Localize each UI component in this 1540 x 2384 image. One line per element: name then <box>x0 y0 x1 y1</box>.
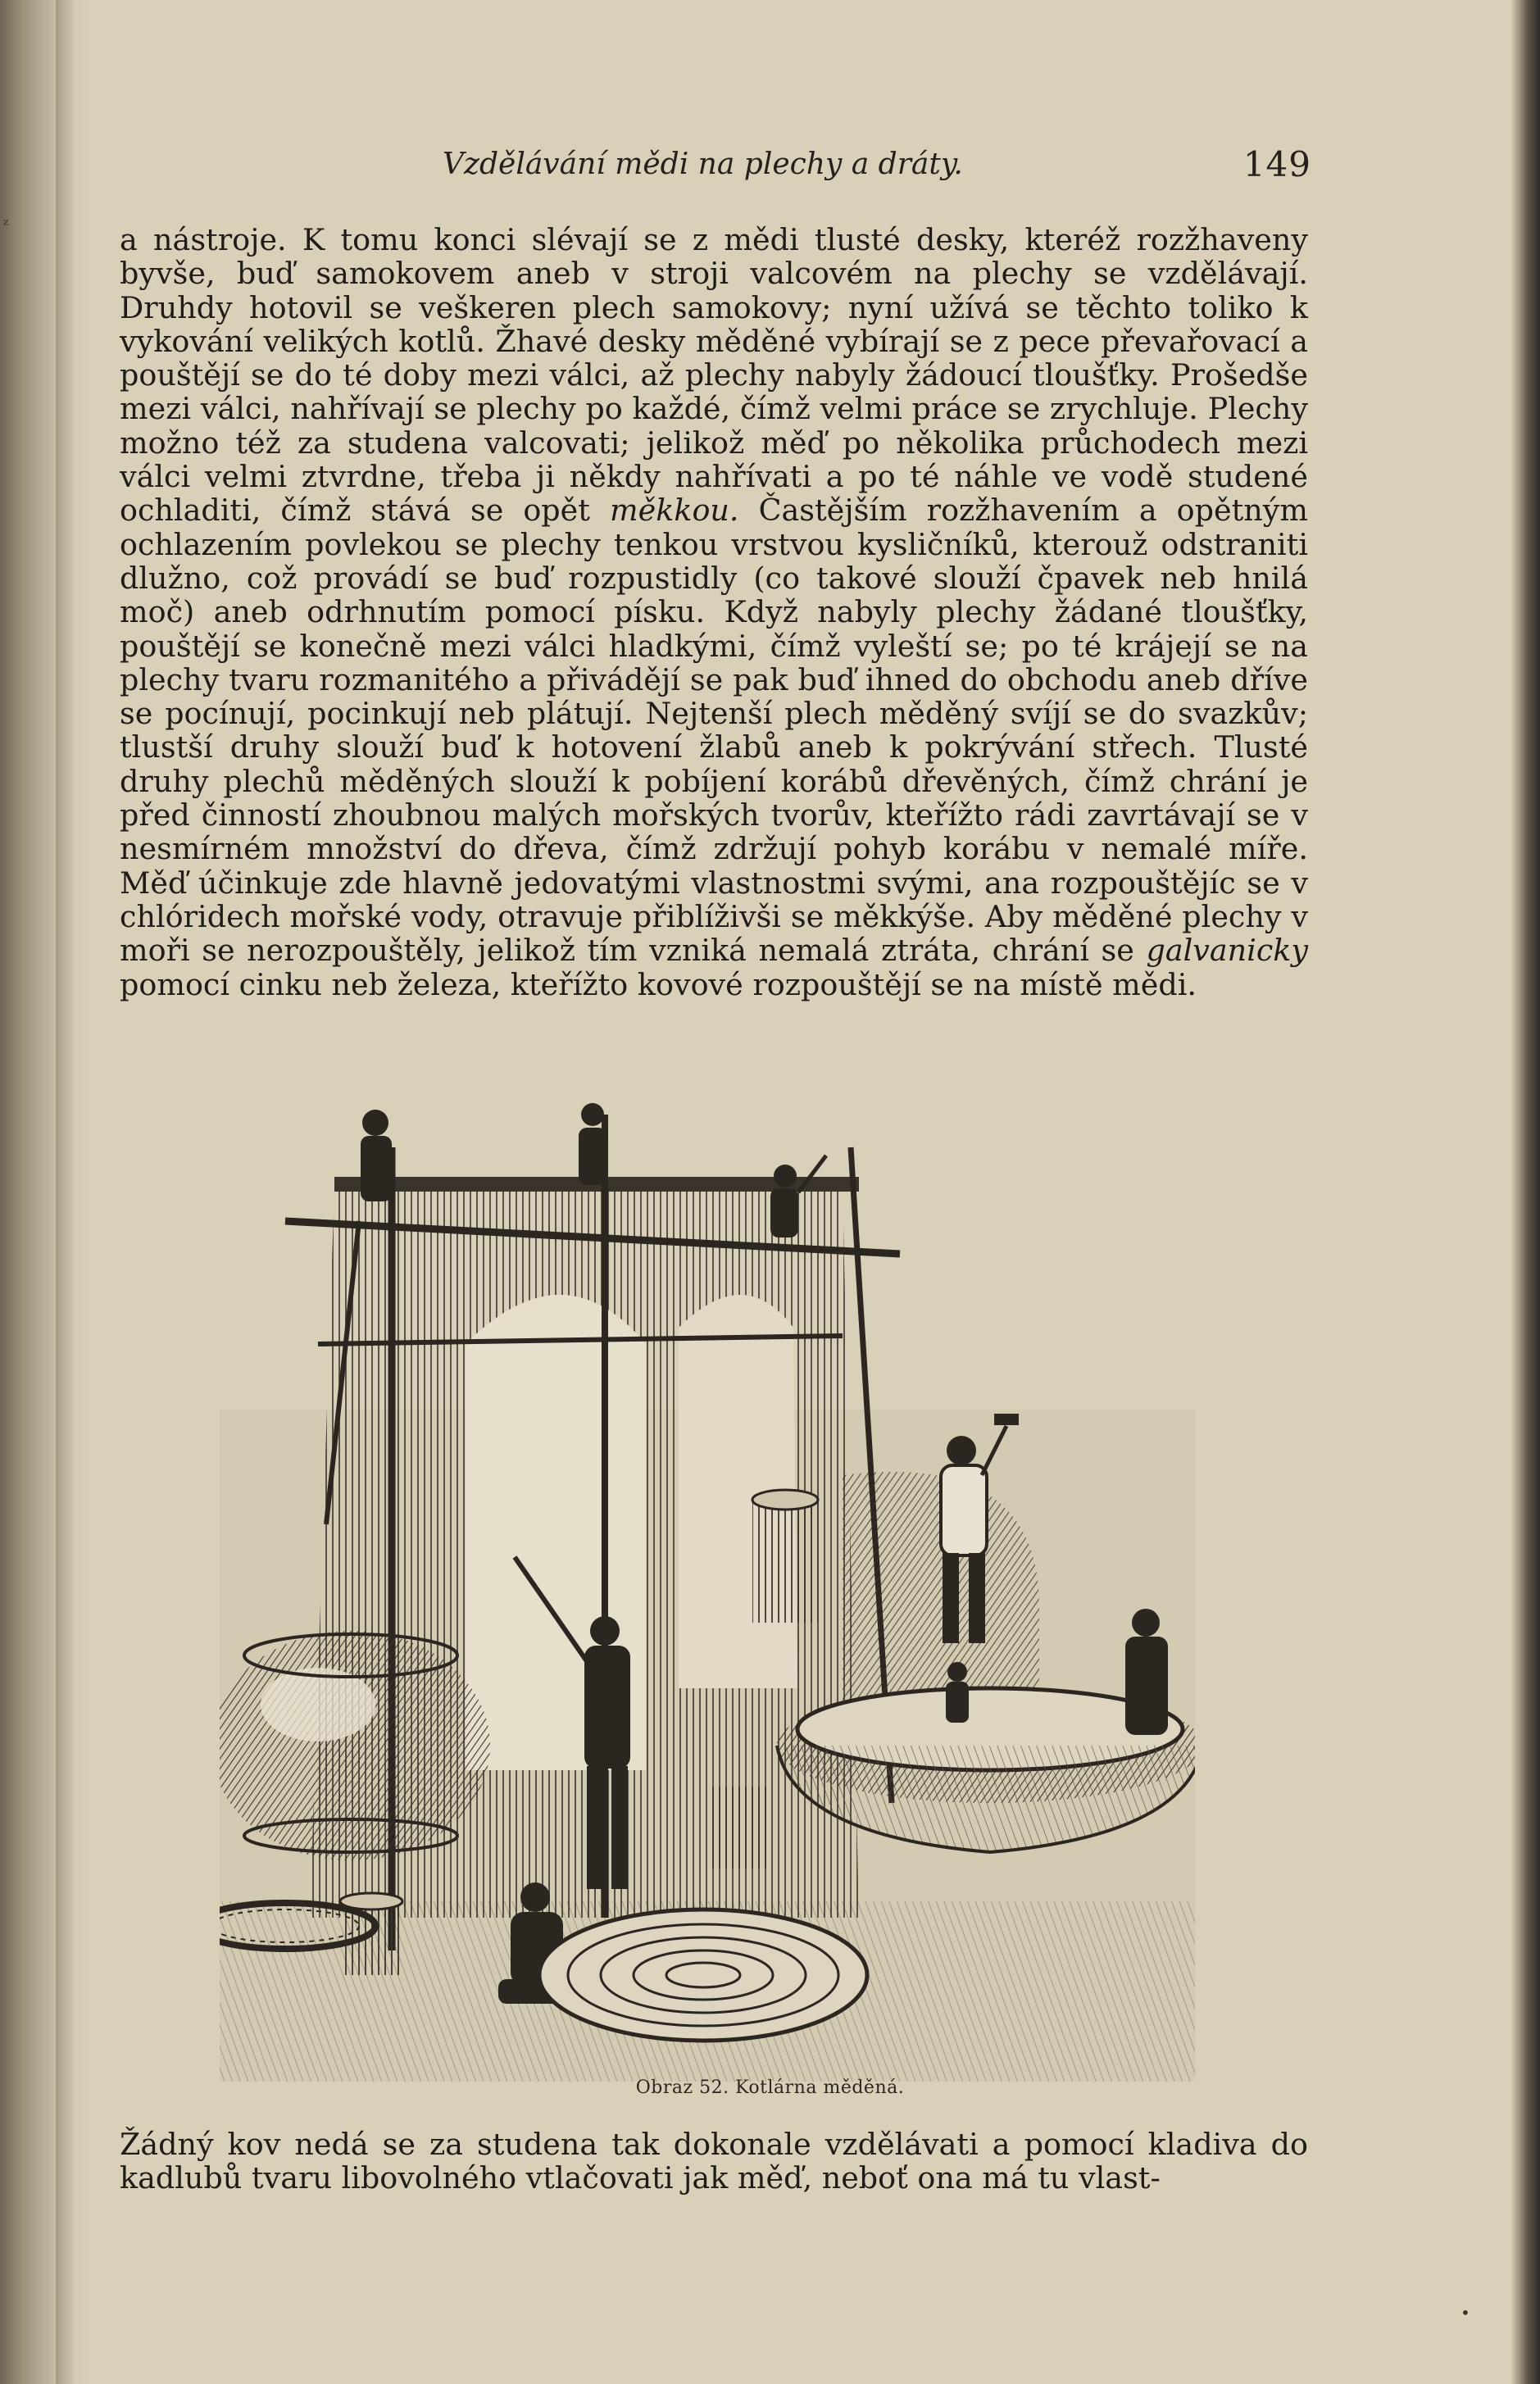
book-binding-edge <box>0 0 90 2384</box>
engraving-copper-boiler-shop <box>220 1098 1195 2082</box>
italic-term-mekkou: měkkou. <box>610 493 739 529</box>
page-number: 149 <box>1242 144 1311 184</box>
running-title: Vzdělávání mědi na plechy a dráty. <box>443 148 963 181</box>
page-right-shadow <box>1510 0 1540 2384</box>
edge-fragment-mark: ᶻ <box>3 215 9 234</box>
engraving-illustration <box>220 1098 1195 2082</box>
paragraph-part-a: a nástroje. K tomu konci slévají se z mědi tlusté desky, kteréž rozžhaveny byvše, buď samokovem aneb v stroji valcovém na plechy se vzdělávají. Druhdy hotovil se veškeren plech samokovy; nyní užívá se těchto toliko k vykování velikých kotlů. Žhavé desky měděné vybírají se z pece převařovací a pouštějí se do té doby mezi válci, až plechy nabyly žádoucí tloušťky. Prošedše mezi válci, nahřívají se plechy po každé, čímž velmi práce se zrychluje. Plechy možno též za studena valcovati; jelikož měď po několika průchodech mezi válci velmi ztvrdne, třeba ji někdy nahřívati a po té náhle ve vodě studené ochladiti, čímž stává se opět <box>120 222 1308 529</box>
paragraph-part-c: pomocí cinku neb železa, kteřížto kovové rozpouštějí se na místě mědi. <box>120 966 1197 1002</box>
figure-caption: Obraz 52. Kotlárna měděná. <box>635 2077 905 2098</box>
book-spine-shadow <box>56 0 74 2384</box>
paragraph-part-b: Častějším rozžhavením a opětným ochlazením povlekou se plechy tenkou vrstvou kysličníků, kterouž odstraniti dlužno, což provádí se buď rozpustidly (co takové slouží čpavek neb hnilá moč) aneb odrhnutím pomocí písku. Když nabyly plechy žádané tloušťky, pouštějí se konečně mezi válci hladkými, čímž vyleští se; po té krájejí se na plechy tvaru rozmanitého a přivádějí se pak buď ihned do obchodu aneb dříve se pocínují, pocinkují neb plátují. Nejtenší plech měděný svíjí se do svazkův; tlustší druhy slouží buď k hotovení žlabů aneb k pokrývání střech. Tlusté druhy plechů měděných slouží k pobíjení korábů dřevěných, čímž chrání je před činností zhoubnou malých mořských tvorův, kteřížto rádi zavrtávají se v nesmírném množství do dřeva, čímž zdržují pohyb korábu v nemalé míře. Měď účinkuje zde hlavně jedovatými vlastnostmi svými, ana rozpouštějíc se v chlóridech mořské vody, otravuje přiblíživši se měkkýše. Aby měděné plechy v moři se nerozpouštěly, jelikož tím vzniká nemalá ztráta, chrání se <box>120 493 1308 969</box>
margin-dot: • <box>1461 2303 1470 2323</box>
main-paragraph <box>120 223 1308 1001</box>
italic-term-galvanicky: galvanicky <box>1146 933 1308 969</box>
page-header <box>443 144 1311 193</box>
following-paragraph: Žádný kov nedá se za studena tak dokonale vzdělávati a pomocí kladiva do kadlubů tvaru libovolného vtlačovati jak měď, neboť ona má tu vlast- <box>120 2127 1308 2196</box>
